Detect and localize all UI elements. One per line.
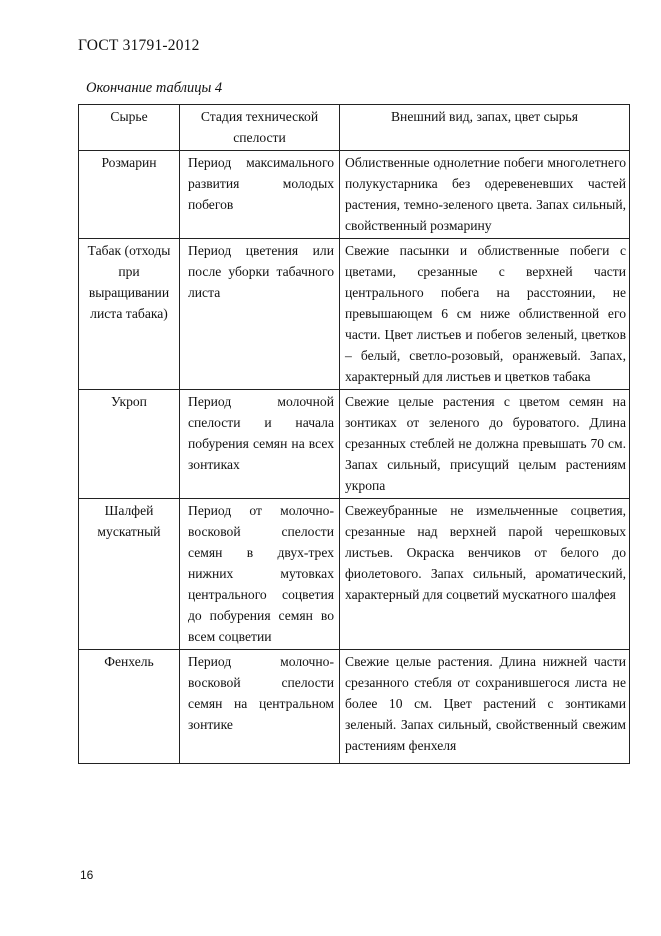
description-cell: Свежие целые растения с цветом семян на зонтиках от зеленого до буроватого. Длина срезанных стеблей не должна превышать 70 см. Запах сильный, присущий целым растениям укропа [340, 390, 630, 499]
raw-material-table [78, 104, 630, 764]
table-header-row [79, 105, 630, 151]
description-cell: Свежеубранные не измельченные соцветия, срезанные над верхней парой черешковых листьев. Окраска венчиков от белого до фиолетового. Запах сильный, ароматический, характерный для соцветий мускатного шалфея [340, 499, 630, 650]
description-cell: Свежие пасынки и облиственные побеги с цветами, срезанные с верхней части центрального побега на расстоянии, не превышающем 6 см ниже облиственной его части. Цвет листьев и побегов зеленый, цветков – белый, светло-розовый, оранжевый. Запах, характерный для листьев и цветков табака [340, 239, 630, 390]
material-cell: Укроп [79, 390, 180, 499]
table-row [79, 151, 630, 239]
stage-cell: Период молочной спелости и начала побурения семян на всех зонтиках [180, 390, 340, 499]
table-body [79, 151, 630, 764]
stage-cell: Период максимального развития молодых побегов [180, 151, 340, 239]
document-header: ГОСТ 31791-2012 [78, 37, 200, 54]
table-row [79, 390, 630, 499]
stage-cell: Период от молочно- восковой спелости семян в двух-трех нижних мутовках центрального соцветия до побурения семян во всем соцветии [180, 499, 340, 650]
column-header-material: Сырье [79, 105, 180, 151]
stage-cell: Период цветения или после уборки табачного листа [180, 239, 340, 390]
stage-cell: Период молочно-восковой спелости семян на центральном зонтике [180, 650, 340, 764]
material-cell: Табак (отходы при выращивании листа табака) [79, 239, 180, 390]
material-cell: Розмарин [79, 151, 180, 239]
column-header-stage: Стадия технической спелости [180, 105, 340, 151]
table-row [79, 650, 630, 764]
description-cell: Облиственные однолетние побеги многолетнего полукустарника без одеревеневших частей растения, темно-зеленого цвета. Запах сильный, свойственный розмарину [340, 151, 630, 239]
table-caption: Окончание таблицы 4 [86, 80, 223, 96]
column-header-description: Внешний вид, запах, цвет сырья [340, 105, 630, 151]
table-row [79, 239, 630, 390]
page-number: 16 [80, 868, 94, 882]
table-header [79, 105, 630, 151]
table-row [79, 499, 630, 650]
material-cell: Фенхель [79, 650, 180, 764]
description-cell: Свежие целые растения. Длина нижней части срезанного стебля от сохранившегося листа не более 10 см. Цвет растений с зонтиками зеленый. Запах сильный, свойственный свежим растениям фенхеля [340, 650, 630, 764]
material-cell: Шалфей мускатный [79, 499, 180, 650]
